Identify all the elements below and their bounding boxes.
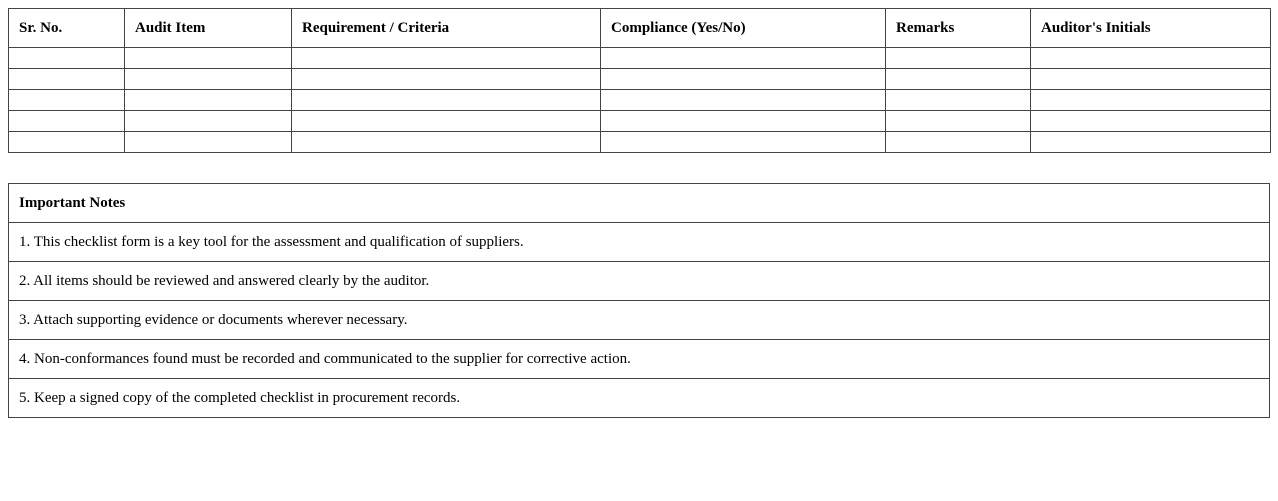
cell-auditor-initials[interactable] — [1031, 69, 1271, 90]
notes-title: Important Notes — [9, 184, 1270, 223]
cell-auditor-initials[interactable] — [1031, 132, 1271, 153]
cell-remarks[interactable] — [886, 132, 1031, 153]
cell-sr-no[interactable] — [9, 111, 125, 132]
important-notes-table — [8, 183, 1270, 418]
note-item: 3. Attach supporting evidence or documents wherever necessary. — [9, 301, 1270, 340]
notes-title-row — [9, 184, 1270, 223]
cell-sr-no[interactable] — [9, 90, 125, 111]
cell-remarks[interactable] — [886, 48, 1031, 69]
table-row — [9, 90, 1271, 111]
header-remarks: Remarks — [886, 9, 1031, 48]
note-item: 4. Non-conformances found must be recorded and communicated to the supplier for corrective action. — [9, 340, 1270, 379]
list-item — [9, 223, 1270, 262]
list-item — [9, 262, 1270, 301]
header-auditor-initials: Auditor's Initials — [1031, 9, 1271, 48]
list-item — [9, 379, 1270, 418]
table-row — [9, 69, 1271, 90]
header-requirement-criteria: Requirement / Criteria — [292, 9, 601, 48]
cell-requirement-criteria[interactable] — [292, 48, 601, 69]
cell-audit-item[interactable] — [125, 111, 292, 132]
cell-requirement-criteria[interactable] — [292, 69, 601, 90]
table-header-row — [9, 9, 1271, 48]
note-item: 2. All items should be reviewed and answered clearly by the auditor. — [9, 262, 1270, 301]
cell-auditor-initials[interactable] — [1031, 48, 1271, 69]
list-item — [9, 340, 1270, 379]
audit-checklist-table — [8, 8, 1271, 153]
cell-audit-item[interactable] — [125, 90, 292, 111]
header-compliance: Compliance (Yes/No) — [601, 9, 886, 48]
list-item — [9, 301, 1270, 340]
cell-sr-no[interactable] — [9, 69, 125, 90]
table-row — [9, 111, 1271, 132]
cell-auditor-initials[interactable] — [1031, 111, 1271, 132]
header-sr-no: Sr. No. — [9, 9, 125, 48]
cell-compliance[interactable] — [601, 48, 886, 69]
cell-requirement-criteria[interactable] — [292, 111, 601, 132]
cell-remarks[interactable] — [886, 69, 1031, 90]
cell-auditor-initials[interactable] — [1031, 90, 1271, 111]
cell-compliance[interactable] — [601, 90, 886, 111]
cell-compliance[interactable] — [601, 111, 886, 132]
cell-remarks[interactable] — [886, 90, 1031, 111]
cell-audit-item[interactable] — [125, 132, 292, 153]
cell-sr-no[interactable] — [9, 132, 125, 153]
cell-requirement-criteria[interactable] — [292, 132, 601, 153]
cell-requirement-criteria[interactable] — [292, 90, 601, 111]
cell-sr-no[interactable] — [9, 48, 125, 69]
note-item: 1. This checklist form is a key tool for the assessment and qualification of suppliers. — [9, 223, 1270, 262]
cell-audit-item[interactable] — [125, 48, 292, 69]
table-row — [9, 132, 1271, 153]
header-audit-item: Audit Item — [125, 9, 292, 48]
cell-compliance[interactable] — [601, 132, 886, 153]
note-item: 5. Keep a signed copy of the completed checklist in procurement records. — [9, 379, 1270, 418]
cell-compliance[interactable] — [601, 69, 886, 90]
table-row — [9, 48, 1271, 69]
cell-audit-item[interactable] — [125, 69, 292, 90]
cell-remarks[interactable] — [886, 111, 1031, 132]
